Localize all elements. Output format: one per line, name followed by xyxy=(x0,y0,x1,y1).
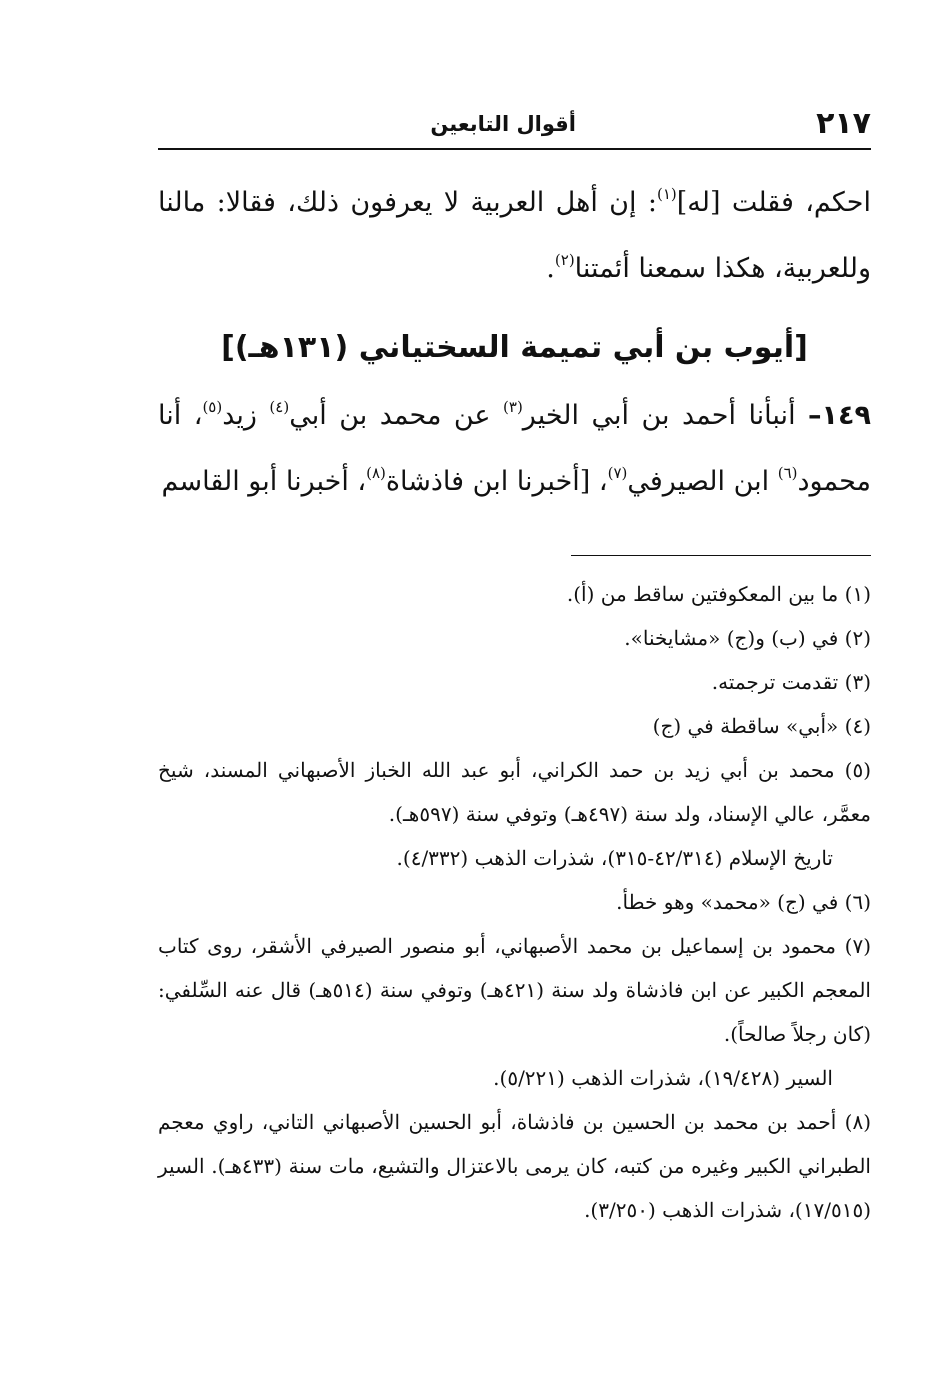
entry-text-b: عن محمد بن أبي xyxy=(289,400,504,431)
footnote-text: أحمد بن محمد بن الحسين بن فاذشاة، أبو الحسين الأصبهاني التاني، راوي معجم الطبراني الكبير وغيره من كتبه، كان يرمى بالاعتزال والتشيع، مات سنة (٤٣٣هـ). السير (١٧/٥١٥)، شذرات الذهب (٣/٢٥٠). xyxy=(158,1110,871,1222)
running-title: أقوال التابعين xyxy=(430,112,576,136)
para1-text-b: : إن أهل العربية لا يعرفون ذلك، فقالا: مالنا وللعربية، هكذا سمعنا أئمتنا xyxy=(158,187,871,284)
footnote-number: (٣) xyxy=(844,670,871,694)
para1-text-c: . xyxy=(546,253,555,284)
paragraph-1 xyxy=(158,170,871,302)
footnote-ref-3: (٣) xyxy=(503,398,523,416)
footnote-6 xyxy=(158,880,871,924)
page-number: ٢١٧ xyxy=(816,106,871,141)
footnote-text: في (ب) و(ج) «مشايخنا». xyxy=(624,626,839,650)
footnote-separator xyxy=(571,555,871,556)
footnote-number: (٢) xyxy=(844,626,871,650)
footnote-number: (٧) xyxy=(844,934,871,958)
footnote-source: تاريخ الإسلام (٤٢/٣١٤-٣١٥)، شذرات الذهب (٤/٣٣٢). xyxy=(396,846,833,870)
footnote-number: (٨) xyxy=(844,1110,872,1134)
entry-text-c: زيد xyxy=(222,400,270,431)
footnote-ref-4: (٤) xyxy=(269,398,290,416)
header-rule xyxy=(158,148,871,150)
footnote-ref-1: (١) xyxy=(656,185,677,203)
footnote-7 xyxy=(158,924,871,1100)
footnote-ref-7: (٧) xyxy=(607,464,628,482)
section-title: [أيوب بن أبي تميمة السختياني (١٣١هـ)] xyxy=(221,330,808,365)
footnote-5 xyxy=(158,748,871,880)
footnote-ref-8: (٨) xyxy=(366,464,386,482)
footnote-ref-5: (٥) xyxy=(202,398,223,416)
page-header xyxy=(158,96,871,146)
footnote-text: «أبي» ساقطة في (ج) xyxy=(652,714,839,738)
footnote-8 xyxy=(158,1100,871,1232)
entry-text-a: أنبأنا أحمد بن أبي الخير xyxy=(522,400,809,431)
entry-number: ١٤٩– xyxy=(808,400,871,431)
footnote-number: (٤) xyxy=(844,714,871,738)
main-text xyxy=(158,170,871,515)
footnote-text: ما بين المعكوفتين ساقط من (أ). xyxy=(566,582,839,606)
entry-text-e: ابن الصيرفي xyxy=(627,466,778,497)
footnote-text: في (ج) «محمد» وهو خطأ. xyxy=(616,890,839,914)
entry-text-d: ، أنا محمود xyxy=(158,400,871,497)
footnote-text: محمود بن إسماعيل بن محمد الأصبهاني، أبو منصور الصيرفي الأشقر، روى كتاب المعجم الكبير عن ابن فاذشاة ولد سنة (٤٢١هـ) وتوفي سنة (٥١٤هـ) قال عنه السِّلفي: (كان رجلاً صالحاً). xyxy=(158,934,871,1046)
footnote-3 xyxy=(158,660,871,704)
footnote-text: تقدمت ترجمته. xyxy=(711,670,839,694)
para1-text-a: احكم، فقلت [له] xyxy=(676,187,871,218)
book-page xyxy=(158,96,871,1232)
entry-text-f: ، [أخبرنا ابن فاذشاة xyxy=(385,466,608,497)
entry-text-g: ، أخبرنا أبو القاسم xyxy=(161,466,367,497)
footnote-number: (٥) xyxy=(844,758,872,782)
footnote-4 xyxy=(158,704,871,748)
footnote-number: (٦) xyxy=(844,890,871,914)
entry-149 xyxy=(158,383,871,515)
footnote-text: محمد بن أبي زيد بن حمد الكراني، أبو عبد الله الخباز الأصبهاني المسند، شيخ معمَّر، عالي الإسناد، ولد سنة (٤٩٧هـ) وتوفي سنة (٥٩٧هـ). xyxy=(158,758,871,826)
footnote-source: السير (١٩/٤٢٨)، شذرات الذهب (٥/٢٢١). xyxy=(493,1066,833,1090)
footnote-ref-6: (٦) xyxy=(777,464,798,482)
footnotes xyxy=(158,572,871,1232)
footnote-2 xyxy=(158,616,871,660)
footnote-1 xyxy=(158,572,871,616)
footnote-ref-2: (٢) xyxy=(554,251,575,269)
footnote-number: (١) xyxy=(844,582,871,606)
